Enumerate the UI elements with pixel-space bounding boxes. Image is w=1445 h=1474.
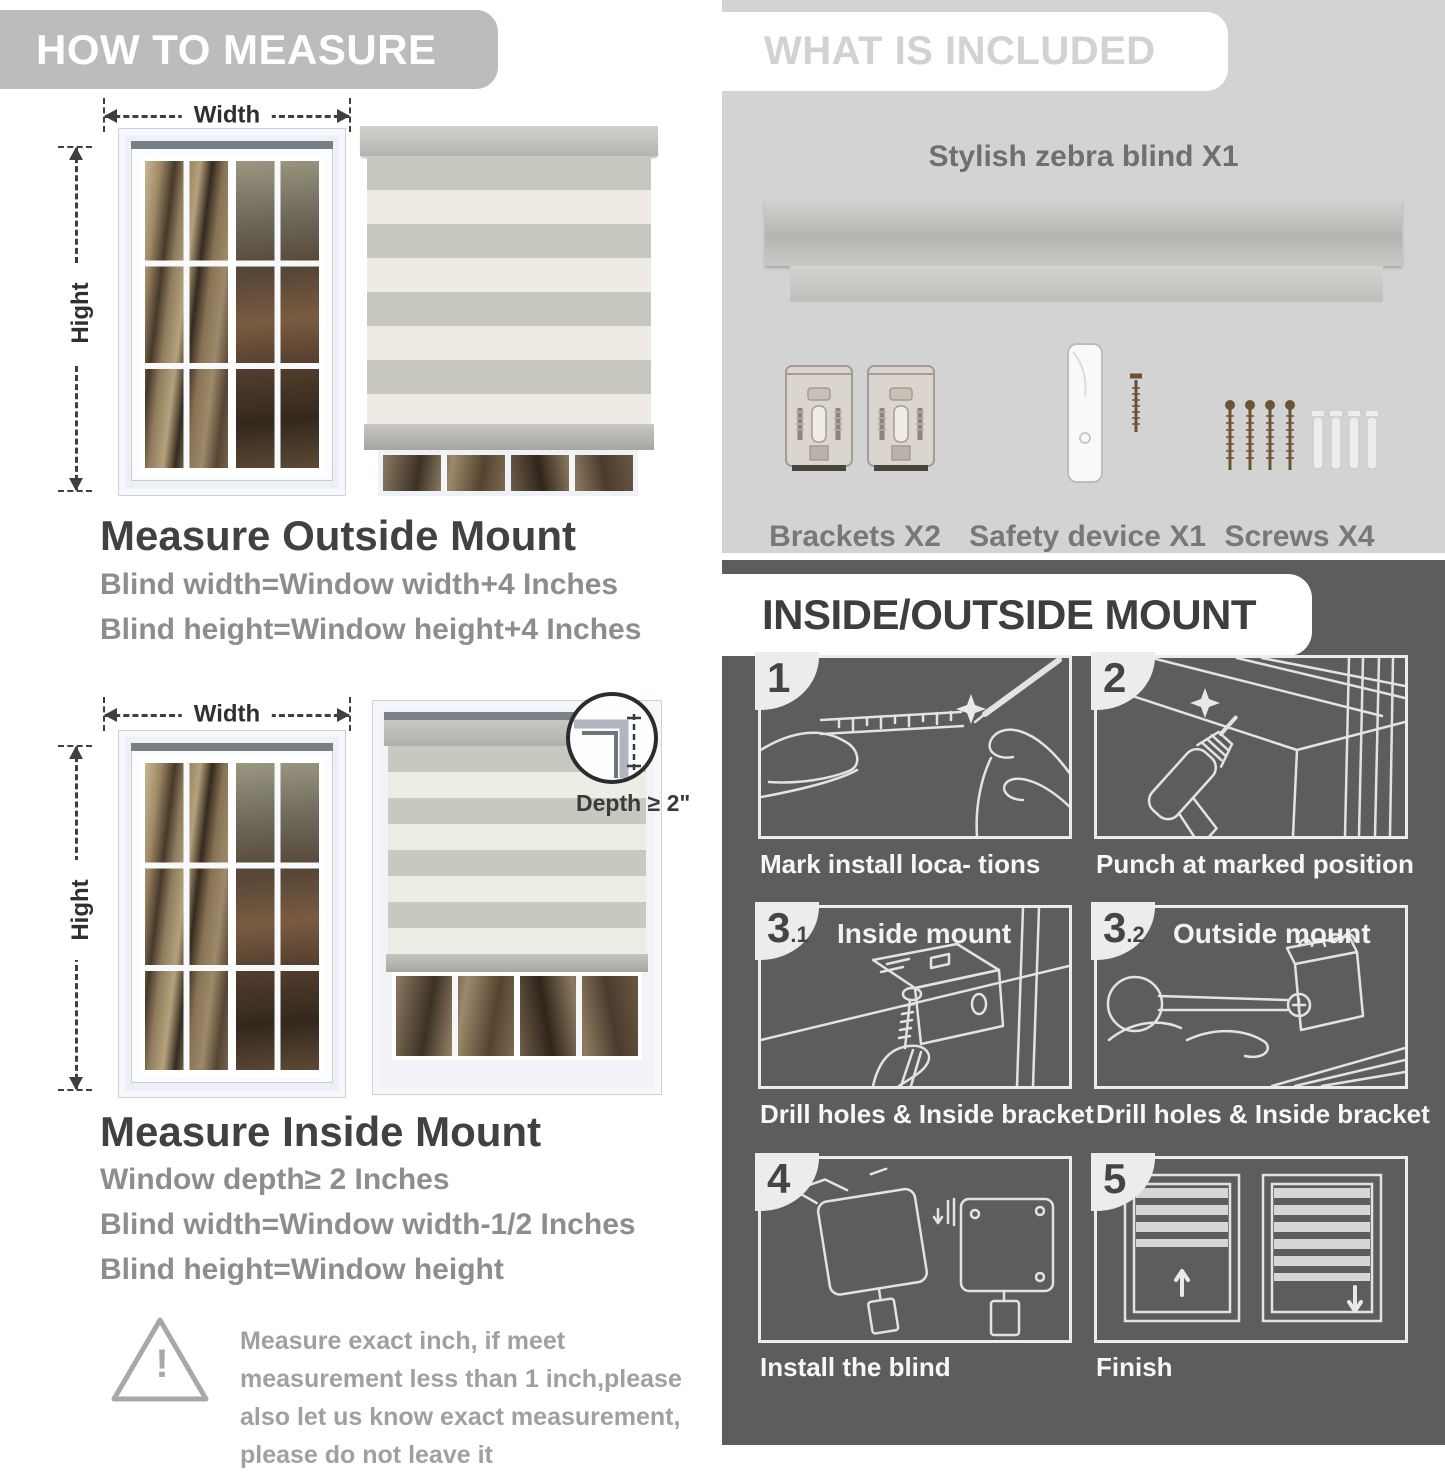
exclamation-mark: ! — [155, 1342, 169, 1386]
window-under-blind — [378, 450, 638, 496]
width-arrow-icon — [105, 101, 349, 130]
depth-label: Depth ≥ 2" — [576, 790, 691, 816]
blind-cassette — [360, 126, 658, 156]
warning-triangle-icon — [108, 1312, 216, 1408]
window-lintel — [131, 141, 333, 149]
step-caption-3-1: Drill holes & Inside bracket — [760, 1099, 1094, 1129]
measure-warning-text: Measure exact inch, if meet measurement less than 1 inch,please also let us know exact measurement, please do not leave it — [240, 1327, 682, 1469]
screws-label: Screws X4 — [1224, 520, 1375, 553]
bracket-icon — [864, 358, 938, 480]
mount-title: INSIDE/OUTSIDE MOUNT — [762, 591, 1257, 638]
height-label: Hight — [67, 860, 97, 960]
inside-mount-line2: Blind width=Window width-1/2 Inches — [100, 1208, 636, 1241]
blind-bottom-rail — [364, 424, 654, 450]
bracket-icon — [782, 358, 856, 480]
window-pane-right — [236, 763, 319, 1070]
inside-mount-line1: Window depth≥ 2 Inches — [100, 1163, 450, 1196]
mount-header — [722, 574, 1312, 656]
how-to-measure-section — [0, 0, 722, 1469]
step-badge-3-2: 3.2 — [1091, 902, 1155, 960]
step-title-3-2: Outside mount — [1173, 918, 1371, 949]
safety-device-label: Safety device X1 — [969, 520, 1206, 553]
outside-mount-window-figure — [60, 100, 360, 520]
step-caption-4: Install the blind — [760, 1352, 951, 1382]
how-to-measure-title: HOW TO MEASURE — [36, 26, 437, 73]
blind-bottomrail-image — [790, 266, 1383, 302]
screws-anchors-icon — [1222, 398, 1382, 486]
window-under-blind — [392, 972, 642, 1060]
step-caption-1: Mark install loca- tions — [760, 849, 1041, 879]
corner-depth-drawing — [570, 696, 654, 780]
window-photo — [118, 730, 346, 1098]
window-pane-left — [145, 161, 228, 468]
width-label: Width — [182, 101, 272, 129]
outside-mount-line1: Blind width=Window width+4 Inches — [100, 568, 619, 601]
brackets-label: Brackets X2 — [769, 520, 941, 553]
step-badge-5: 5 — [1091, 1153, 1155, 1211]
window-lintel — [131, 743, 333, 751]
what-is-included-header — [722, 12, 1228, 91]
step-caption-5: Finish — [1096, 1352, 1173, 1382]
window-photo — [118, 128, 346, 496]
depth-magnifier-icon — [566, 692, 658, 784]
width-label: Width — [182, 700, 272, 728]
window-pane-right — [236, 161, 319, 468]
outside-mount-title: Measure Outside Mount — [100, 512, 577, 559]
step-title-3-1: Inside mount — [837, 918, 1012, 949]
how-to-measure-header — [0, 10, 498, 89]
inside-mount-window-figure — [60, 695, 360, 1115]
blind-bottom-rail — [386, 954, 648, 972]
zebra-stripes — [367, 156, 651, 424]
height-label: Hight — [67, 263, 97, 363]
product-label: Stylish zebra blind X1 — [928, 140, 1239, 173]
window-pane-left — [145, 763, 228, 1070]
step-badge-2: 2 — [1091, 652, 1155, 710]
outside-mount-blind-figure — [360, 126, 660, 496]
width-arrow-icon — [105, 700, 349, 729]
step-badge-4: 4 — [755, 1153, 819, 1211]
step-badge-1: 1 — [755, 652, 819, 710]
inside-mount-title: Measure Inside Mount — [100, 1108, 542, 1155]
blind-headrail-image — [765, 200, 1402, 266]
inside-mount-line3: Blind height=Window height — [100, 1253, 504, 1286]
safety-device-icon — [1056, 340, 1166, 495]
outside-mount-line2: Blind height=Window height+4 Inches — [100, 613, 642, 646]
step-caption-2: Punch at marked position — [1096, 849, 1414, 879]
step-badge-3-1: 3.1 — [755, 902, 819, 960]
what-is-included-title: WHAT IS INCLUDED — [764, 29, 1156, 73]
step-caption-3-2: Drill holes & Inside bracket — [1096, 1099, 1430, 1129]
